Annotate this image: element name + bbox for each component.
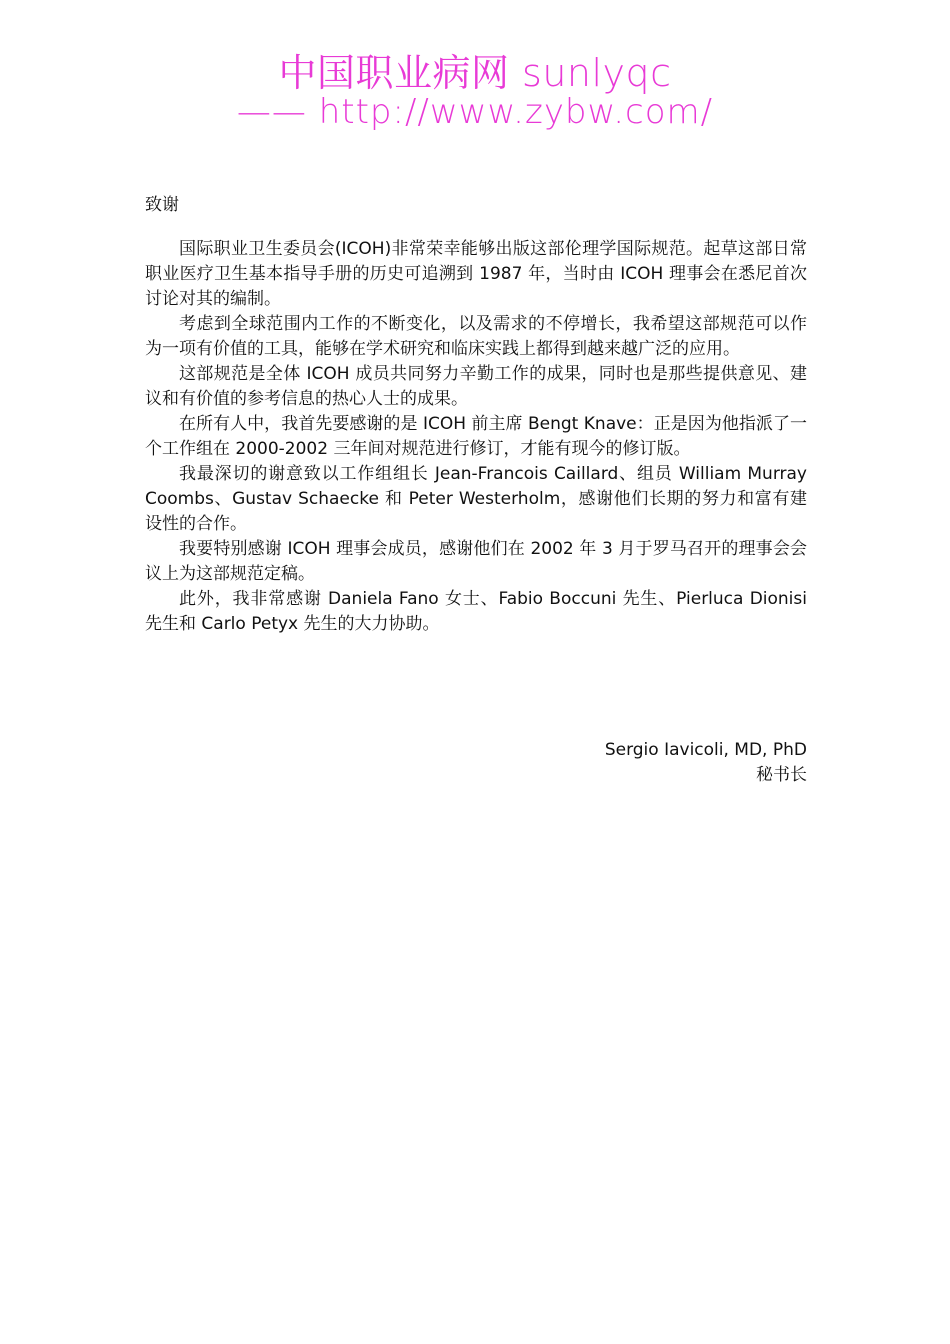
paragraph: 这部规范是全体 ICOH 成员共同努力辛勤工作的成果，同时也是那些提供意见、建议和有价值的参考信息的热心人士的成果。 <box>145 364 807 409</box>
watermark-site-name: 中国职业病网 sunlyqc <box>278 51 672 95</box>
paragraph: 我要特别感谢 ICOH 理事会成员，感谢他们在 2002 年 3 月于罗马召开的理事会会议上为这部规范定稿。 <box>145 539 807 584</box>
paragraph: 我最深切的谢意致以工作组组长 Jean-Francois Caillard、组员 William Murray Coombs、Gustav Schaecke 和 Peter Westerholm，感谢他们长期的努力和富有建设性的合作。 <box>145 464 807 534</box>
paragraph: 在所有人中，我首先要感谢的是 ICOH 前主席 Bengt Knave：正是因为他指派了一个工作组在 2000-2002 三年间对规范进行修订，才能有现今的修订版。 <box>145 414 807 459</box>
signature-block <box>605 738 807 788</box>
signature-name: Sergio Iavicoli, MD, PhD <box>604 740 807 760</box>
paragraph: 考虑到全球范围内工作的不断变化，以及需求的不停增长，我希望这部规范可以作为一项有价值的工具，能够在学术研究和临床实践上都得到越来越广泛的应用。 <box>145 314 807 359</box>
watermark-url: —— http://www.zybw.com/ <box>236 92 714 132</box>
signature-role: 秘书长 <box>756 765 807 785</box>
paragraph: 此外，我非常感谢 Daniela Fano 女士、Fabio Boccuni 先生、Pierluca Dionisi 先生和 Carlo Petyx 先生的大力协助。 <box>145 589 807 634</box>
paragraph: 国际职业卫生委员会(ICOH)非常荣幸能够出版这部伦理学国际规范。起草这部日常职业医疗卫生基本指导手册的历史可追溯到 1987 年，当时由 ICOH 理事会在悉尼首次讨论对其的编制。 <box>145 239 807 309</box>
page-title: 致谢 <box>145 195 179 215</box>
acknowledgement-body <box>145 237 807 637</box>
